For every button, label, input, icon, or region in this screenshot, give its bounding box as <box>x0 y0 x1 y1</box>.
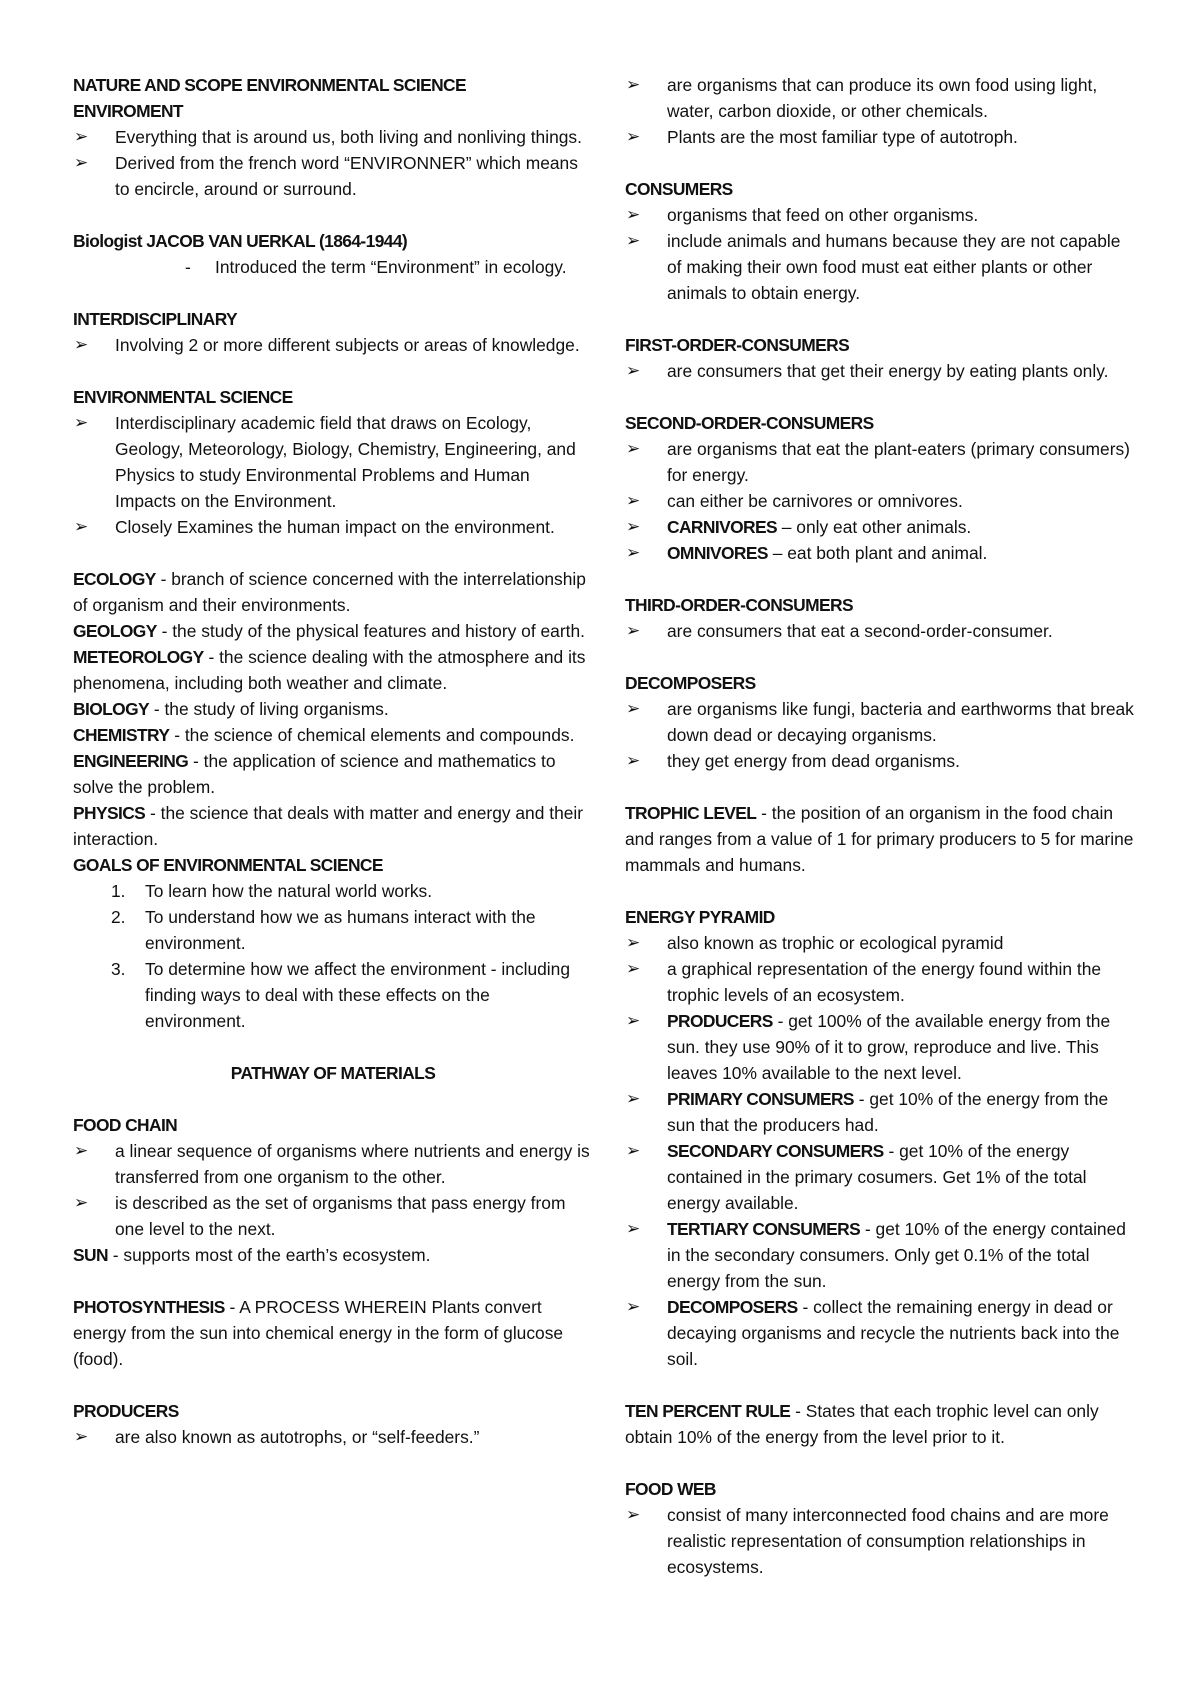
definition: GEOLOGY - the study of the physical features and history of earth. <box>73 621 585 641</box>
arrow-bullet-icon: ➢ <box>626 751 641 770</box>
food-web-list <box>625 1502 1137 1580</box>
consumers-list <box>625 202 1137 306</box>
decomposers-list <box>625 696 1137 774</box>
food-chain-list <box>73 1138 593 1242</box>
list-item: ➢ CARNIVORES – only eat other animals. <box>625 514 1137 540</box>
arrow-bullet-icon: ➢ <box>626 1089 641 1108</box>
list-item: ➢ are organisms like fungi, bacteria and earthworms that break down dead or decaying organisms. <box>625 696 1137 748</box>
list-item: ➢ are consumers that get their energy by eating plants only. <box>625 358 1137 384</box>
ten-percent-rule-definition: TEN PERCENT RULE - States that each trophic level can only obtain 10% of the energy from the level prior to it. <box>625 1401 1099 1447</box>
arrow-bullet-icon: ➢ <box>626 361 641 380</box>
arrow-bullet-icon: ➢ <box>626 1505 641 1524</box>
definitions-block <box>73 566 593 852</box>
list-item: ➢ Closely Examines the human impact on the environment. <box>73 514 593 540</box>
second-order-list <box>625 436 1137 514</box>
list-item: ➢ can either be carnivores or omnivores. <box>625 488 1137 514</box>
interdisciplinary-list <box>73 332 593 358</box>
environment-heading: ENVIROMENT <box>73 101 183 121</box>
arrow-bullet-icon: ➢ <box>626 543 641 562</box>
energy-pyramid-heading: ENERGY PYRAMID <box>625 907 775 927</box>
third-order-list <box>625 618 1137 644</box>
environmental-science-heading: ENVIRONMENTAL SCIENCE <box>73 387 293 407</box>
list-item: ➢ are consumers that eat a second-order-consumer. <box>625 618 1137 644</box>
list-item: ➢ are also known as autotrophs, or “self-feeders.” <box>73 1424 593 1450</box>
arrow-bullet-icon: ➢ <box>74 517 89 536</box>
list-item: 3. To determine how we affect the environment - including finding ways to deal with these effects on the environment. <box>111 959 571 1031</box>
arrow-bullet-icon: ➢ <box>626 491 641 510</box>
list-item: ➢ a linear sequence of organisms where nutrients and energy is transferred from one organism to the other. <box>73 1138 593 1190</box>
list-item: ➢ Derived from the french word “ENVIRONNER” which means to encircle, around or surround. <box>73 150 593 202</box>
list-item: ➢ they get energy from dead organisms. <box>625 748 1137 774</box>
arrow-bullet-icon: ➢ <box>74 127 89 146</box>
arrow-bullet-icon: ➢ <box>626 75 641 94</box>
first-order-consumers-heading: FIRST-ORDER-CONSUMERS <box>625 335 850 355</box>
arrow-bullet-icon: ➢ <box>626 933 641 952</box>
definition: CHEMISTRY - the science of chemical elements and compounds. <box>73 725 575 745</box>
arrow-bullet-icon: ➢ <box>74 1427 89 1446</box>
list-item: 1. To learn how the natural world works. <box>111 881 433 901</box>
arrow-bullet-icon: ➢ <box>626 699 641 718</box>
list-item: ➢ include animals and humans because they are not capable of making their own food must eat either plants or other animals to obtain energy. <box>625 228 1137 306</box>
left-column <box>73 72 593 1450</box>
arrow-bullet-icon: ➢ <box>74 1141 89 1160</box>
list-item: 2. To understand how we as humans interact with the environment. <box>111 907 536 953</box>
list-item: ➢ SECONDARY CONSUMERS - get 10% of the energy contained in the primary cosumers. Get 1% of the total energy available. <box>625 1138 1137 1216</box>
arrow-bullet-icon: ➢ <box>74 1193 89 1212</box>
arrow-bullet-icon: ➢ <box>626 1011 641 1030</box>
right-column <box>625 72 1137 1580</box>
second-order-consumers-heading: SECOND-ORDER-CONSUMERS <box>625 413 874 433</box>
sun-definition: SUN - supports most of the earth’s ecosystem. <box>73 1245 431 1265</box>
list-item: ➢ Interdisciplinary academic field that draws on Ecology, Geology, Meteorology, Biology, Chemistry, Engineering, and Physics to study Environmental Problems and Human Impacts on the Environment. <box>73 410 593 514</box>
list-item: ➢ are organisms that eat the plant-eaters (primary consumers) for energy. <box>625 436 1137 488</box>
list-item: ➢ are organisms that can produce its own food using light, water, carbon dioxide, or other chemicals. <box>625 72 1137 124</box>
arrow-bullet-icon: ➢ <box>626 621 641 640</box>
arrow-bullet-icon: ➢ <box>626 517 641 536</box>
carnivore-omnivore-list <box>625 514 1137 566</box>
arrow-bullet-icon: ➢ <box>626 205 641 224</box>
pathway-heading: PATHWAY OF MATERIALS <box>230 1063 436 1083</box>
list-item: ➢ Plants are the most familiar type of autotroph. <box>625 124 1137 150</box>
list-item: ➢ Involving 2 or more different subjects or areas of knowledge. <box>73 332 593 358</box>
list-item: ➢ DECOMPOSERS - collect the remaining energy in dead or decaying organisms and recycle the nutrients back into the soil. <box>625 1294 1137 1372</box>
arrow-bullet-icon: ➢ <box>626 1141 641 1160</box>
arrow-bullet-icon: ➢ <box>626 959 641 978</box>
energy-pyramid-list <box>625 930 1137 1372</box>
definition: ENGINEERING - the application of science and mathematics to solve the problem. <box>73 751 556 797</box>
third-order-consumers-heading: THIRD-ORDER-CONSUMERS <box>625 595 853 615</box>
definition: ECOLOGY - branch of science concerned with the interrelationship of organism and their environments. <box>73 569 586 615</box>
definition: BIOLOGY - the study of living organisms. <box>73 699 389 719</box>
interdisciplinary-heading: INTERDISCIPLINARY <box>73 309 238 329</box>
list-item: ➢ OMNIVORES – eat both plant and animal. <box>625 540 1137 566</box>
trophic-level-definition: TROPHIC LEVEL - the position of an organism in the food chain and ranges from a value of 1 for primary producers to 5 for marine mammals and humans. <box>625 803 1134 875</box>
definition: METEOROLOGY - the science dealing with the atmosphere and its phenomena, including both weather and climate. <box>73 647 586 693</box>
list-item: ➢ consist of many interconnected food chains and are more realistic representation of consumption relationships in ecosystems. <box>625 1502 1137 1580</box>
arrow-bullet-icon: ➢ <box>626 231 641 250</box>
goals-heading: GOALS OF ENVIRONMENTAL SCIENCE <box>73 855 383 875</box>
document-title: NATURE AND SCOPE ENVIRONMENTAL SCIENCE <box>73 75 466 95</box>
list-item: ➢ Everything that is around us, both living and nonliving things. <box>73 124 593 150</box>
list-item: ➢ a graphical representation of the energy found within the trophic levels of an ecosystem. <box>625 956 1137 1008</box>
arrow-bullet-icon: ➢ <box>626 127 641 146</box>
environment-list <box>73 124 593 202</box>
list-item: ➢ also known as trophic or ecological pyramid <box>625 930 1137 956</box>
arrow-bullet-icon: ➢ <box>74 153 89 172</box>
decomposers-heading: DECOMPOSERS <box>625 673 756 693</box>
environmental-science-list <box>73 410 593 540</box>
producers-heading: PRODUCERS <box>73 1401 179 1421</box>
list-item: ➢ TERTIARY CONSUMERS - get 10% of the energy contained in the secondary consumers. Only get 0.1% of the total energy from the sun. <box>625 1216 1137 1294</box>
list-item: ➢ is described as the set of organisms that pass energy from one level to the next. <box>73 1190 593 1242</box>
arrow-bullet-icon: ➢ <box>626 1219 641 1238</box>
list-item: ➢ organisms that feed on other organisms. <box>625 202 1137 228</box>
arrow-bullet-icon: ➢ <box>626 439 641 458</box>
first-order-list <box>625 358 1137 384</box>
definition: PHYSICS - the science that deals with matter and energy and their interaction. <box>73 803 584 849</box>
list-item: ➢ PRODUCERS - get 100% of the available energy from the sun. they use 90% of it to grow, reproduce and live. This leaves 10% available to the next level. <box>625 1008 1137 1086</box>
photosynthesis-definition: PHOTOSYNTHESIS - A PROCESS WHEREIN Plants convert energy from the sun into chemical energy in the form of glucose (food). <box>73 1297 564 1369</box>
arrow-bullet-icon: ➢ <box>74 413 89 432</box>
biologist-heading: Biologist JACOB VAN UERKAL (1864-1944) <box>73 231 408 251</box>
producers-continued-list <box>625 72 1137 150</box>
dash-bullet: - <box>185 257 191 277</box>
arrow-bullet-icon: ➢ <box>74 335 89 354</box>
food-chain-heading: FOOD CHAIN <box>73 1115 178 1135</box>
goals-list <box>73 878 593 1034</box>
arrow-bullet-icon: ➢ <box>626 1297 641 1316</box>
biologist-list <box>73 254 593 280</box>
food-web-heading: FOOD WEB <box>625 1479 716 1499</box>
list-item: - Introduced the term “Environment” in ecology. <box>185 254 593 280</box>
consumers-heading: CONSUMERS <box>625 179 733 199</box>
list-item: ➢ PRIMARY CONSUMERS - get 10% of the energy from the sun that the producers had. <box>625 1086 1137 1138</box>
producers-list <box>73 1424 593 1450</box>
